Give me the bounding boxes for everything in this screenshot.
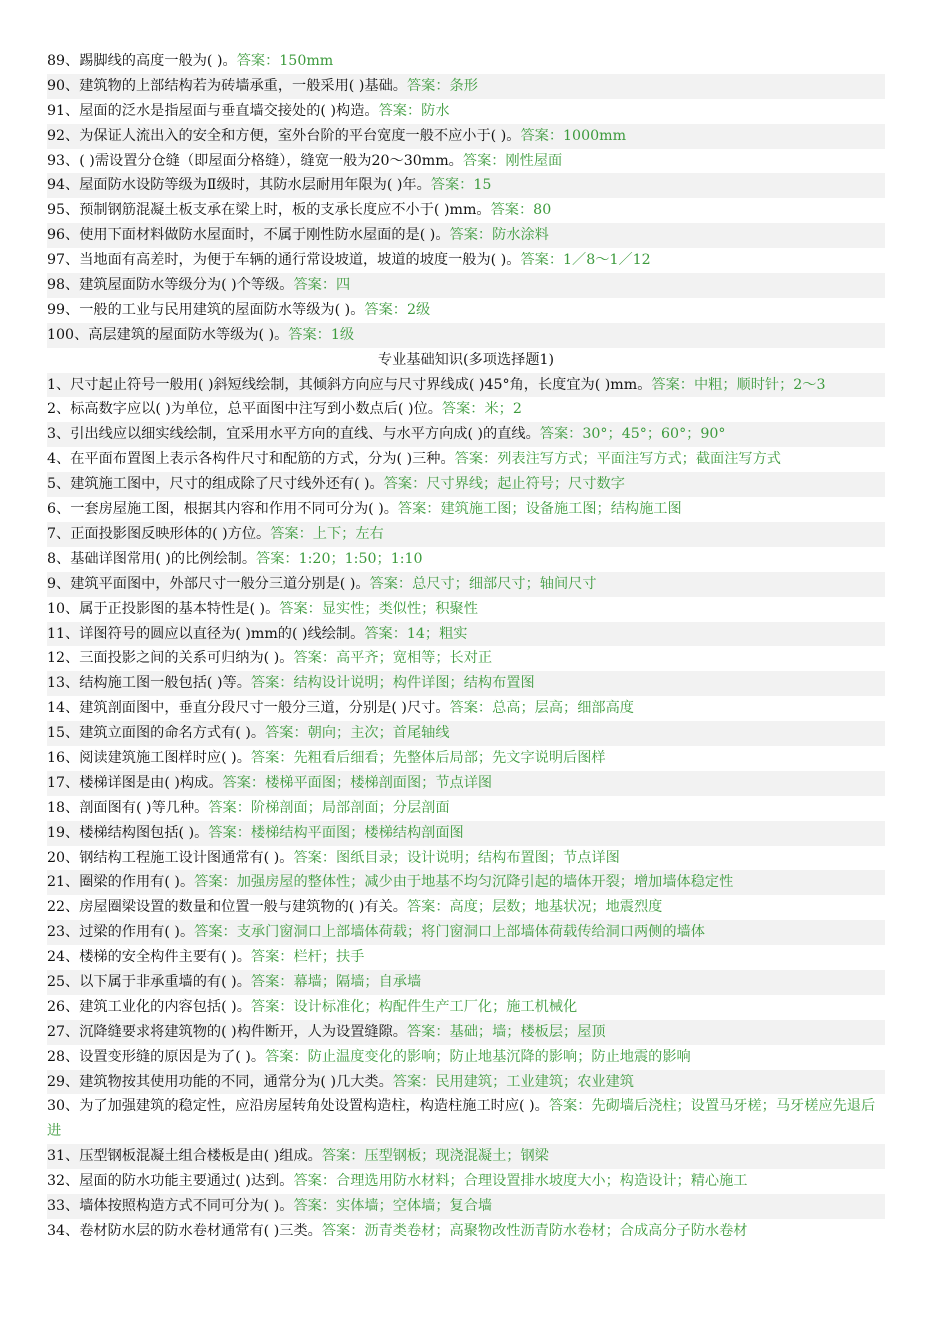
- answer-text: 答案：栏杆；扶手: [250, 949, 365, 966]
- question-text: 99、一般的工业与民用建筑的屋面防水等级为( )。: [47, 301, 365, 318]
- question-line: [47, 99, 885, 124]
- question-text: 6、一套房屋施工图，根据其内容和作用不同可分为( )。: [47, 501, 398, 518]
- question-line: [47, 124, 885, 149]
- question-line: [47, 622, 885, 647]
- question-list-single-choice: [47, 49, 885, 348]
- answer-text: 答案：实体墙；空体墙；复合墙: [293, 1198, 493, 1215]
- question-text: 96、使用下面材料做防水屋面时，不属于刚性防水屋面的是( )。: [47, 227, 450, 244]
- question-text: 19、楼梯结构图包括( )。: [47, 824, 209, 841]
- question-line: [47, 970, 885, 995]
- question-line: [47, 1169, 885, 1194]
- question-text: 91、屋面的泛水是指屋面与垂直墙交接处的( )构造。: [47, 102, 379, 119]
- question-line: [47, 572, 885, 597]
- answer-text: 答案：基础；墙；楼板层；屋顶: [406, 1023, 606, 1040]
- question-text: 1、尺寸起止符号一般用( )斜短线绘制，其倾斜方向应与尺寸界线成( )45°角，长度宜为( )mm。: [47, 376, 652, 393]
- question-line: [47, 298, 885, 323]
- question-line: [47, 198, 885, 223]
- question-text: 100、高层建筑的屋面防水等级为( )。: [47, 326, 289, 343]
- question-line: [47, 771, 885, 796]
- answer-text: 答案：沥青类卷材；高聚物改性沥青防水卷材；合成高分子防水卷材: [321, 1222, 748, 1239]
- question-text: 92、为保证人流出入的安全和方便，室外台阶的平台宽度一般不应小于( )。: [47, 127, 521, 144]
- question-text: 28、设置变形缝的原因是为了( )。: [47, 1048, 266, 1065]
- answer-text: 答案：米；2: [441, 401, 522, 418]
- question-text: 34、卷材防水层的防水卷材通常有( )三类。: [47, 1222, 322, 1239]
- answer-text: 答案：上下；左右: [270, 525, 384, 542]
- question-line: [47, 870, 885, 895]
- answer-text: 答案：尺寸界线；起止符号；尺寸数字: [383, 476, 625, 493]
- question-line: [47, 1020, 885, 1045]
- answer-text: 答案：刚性屋面: [462, 152, 563, 169]
- question-line: [47, 671, 885, 696]
- answer-text: 答案：高平齐；宽相等；长对正: [293, 650, 493, 667]
- question-line: [47, 447, 885, 472]
- question-line: [47, 696, 885, 721]
- question-text: 93、( )需设置分仓缝（即屋面分格缝），缝宽一般为20～30mm。: [47, 152, 463, 169]
- question-line: [47, 49, 885, 74]
- question-text: 95、预制钢筋混凝土板支承在梁上时，板的支承长度应不小于( )mm。: [47, 202, 491, 219]
- question-text: 18、剖面图有( )等几种。: [47, 799, 209, 816]
- question-line: [47, 497, 885, 522]
- answer-text: 答案：设计标准化；构配件生产工厂化；施工机械化: [250, 998, 578, 1015]
- question-text: 98、建筑屋面防水等级分为( )个等级。: [47, 277, 294, 294]
- question-text: 23、过梁的作用有( )。: [47, 924, 195, 941]
- question-text: 8、基础详图常用( )的比例绘制。: [47, 550, 257, 567]
- answer-text: 答案：15: [430, 177, 492, 194]
- question-line: [47, 746, 885, 771]
- answer-text: 答案：高度；层数；地基状况；地震烈度: [406, 899, 663, 916]
- answer-text: 答案：图纸目录；设计说明；结构布置图；节点详图: [293, 849, 620, 866]
- question-text: 30、为了加强建筑的稳定性，应沿房屋转角处设置构造柱，构造柱施工时应( )。: [47, 1098, 549, 1115]
- answer-text: 答案：合理选用防水材料；合理设置排水坡度大小；构造设计；精心施工: [293, 1173, 748, 1190]
- question-line: [47, 821, 885, 846]
- question-line: [47, 796, 885, 821]
- question-line: [47, 273, 885, 298]
- question-text: 3、引出线应以细实线绘制，宜采用水平方向的直线、与水平方向成( )的直线。: [47, 426, 540, 443]
- document-page: [47, 49, 885, 1244]
- answer-text: 答案：条形: [406, 77, 478, 94]
- answer-text: 答案：防水: [378, 102, 450, 119]
- answer-text: 答案：支承门窗洞口上部墙体荷载；将门窗洞口上部墙体荷载传给洞口两侧的墙体: [194, 924, 705, 941]
- question-line: [47, 995, 885, 1020]
- answer-text: 答案：楼梯平面图；楼梯剖面图；节点详图: [222, 774, 493, 791]
- question-line: [47, 547, 885, 572]
- question-text: 2、标高数字应以( )为单位，总平面图中注写到小数点后( )位。: [47, 401, 442, 418]
- question-text: 9、建筑平面图中，外部尺寸一般分三道分别是( )。: [47, 575, 370, 592]
- section-title: 专业基础知识(多项选择题1): [377, 351, 555, 368]
- question-text: 10、属于正投影图的基本特性是( )。: [47, 600, 280, 617]
- question-text: 21、圈梁的作用有( )。: [47, 874, 195, 891]
- question-text: 33、墙体按照构造方式不同可分为( )。: [47, 1198, 294, 1215]
- question-line: [47, 522, 885, 547]
- question-line: [47, 472, 885, 497]
- answer-text: 答案：14；粗实: [364, 625, 468, 642]
- answer-text: 答案：30°；45°；60°；90°: [539, 426, 726, 443]
- answer-text: 答案：建筑施工图；设备施工图；结构施工图: [397, 501, 682, 518]
- question-text: 14、建筑剖面图中，垂直分段尺寸一般分三道，分别是( )尺寸。: [47, 700, 450, 717]
- question-text: 24、楼梯的安全构件主要有( )。: [47, 949, 251, 966]
- question-line: [47, 945, 885, 970]
- question-text: 4、在平面布置图上表示各构件尺寸和配筋的方式，分为( )三种。: [47, 451, 455, 468]
- question-text: 32、屋面的防水功能主要通过( )达到。: [47, 1173, 294, 1190]
- question-text: 17、楼梯详图是由( )构成。: [47, 774, 223, 791]
- answer-text: 答案：80: [490, 202, 552, 219]
- answer-text: 答案：加强房屋的整体性；减少由于地基不均匀沉降引起的墙体开裂；增加墙体稳定性: [194, 874, 734, 891]
- question-text: 13、结构施工图一般包括( )等。: [47, 675, 251, 692]
- answer-text: 答案：防水涂料: [449, 227, 549, 244]
- answer-text: 答案：结构设计说明；构件详图；结构布置图: [250, 675, 535, 692]
- question-text: 94、屋面防水设防等级为Ⅱ级时，其防水层耐用年限为( )年。: [47, 177, 431, 194]
- question-line: [47, 1194, 885, 1219]
- question-text: 16、阅读建筑施工图样时应( )。: [47, 749, 251, 766]
- question-line: [47, 646, 885, 671]
- answer-text: 答案：150mm: [236, 53, 334, 69]
- question-line: [47, 248, 885, 273]
- answer-text: 答案：2级: [364, 301, 431, 318]
- answer-text: 答案：1／8～1／12: [520, 252, 651, 269]
- question-line: [47, 895, 885, 920]
- question-text: 89、踢脚线的高度一般为( )。: [47, 53, 237, 69]
- question-text: 22、房屋圈梁设置的数量和位置一般与建筑物的( )有关。: [47, 899, 407, 916]
- question-text: 7、正面投影图反映形体的( )方位。: [47, 525, 271, 542]
- question-text: 15、建筑立面图的命名方式有( )。: [47, 725, 266, 742]
- question-text: 25、以下属于非承重墙的有( )。: [47, 973, 251, 990]
- answer-text: 答案：防止温度变化的影响；防止地基沉降的影响；防止地震的影响: [265, 1048, 691, 1065]
- answer-text: 答案：楼梯结构平面图；楼梯结构剖面图: [208, 824, 464, 841]
- question-line: [47, 920, 885, 945]
- question-line: [47, 1219, 885, 1244]
- question-line: [47, 323, 885, 348]
- question-line: [47, 397, 885, 422]
- answer-text: 答案：幕墙；隔墙；自承墙: [250, 973, 422, 990]
- answer-text: 答案：朝向；主次；首尾轴线: [265, 725, 450, 742]
- question-line: [47, 1144, 885, 1169]
- question-text: 20、钢结构工程施工设计图通常有( )。: [47, 849, 294, 866]
- answer-text: 答案：民用建筑；工业建筑；农业建筑: [392, 1073, 634, 1090]
- question-line: [47, 173, 885, 198]
- answer-text: 答案：总尺寸；细部尺寸；轴间尺寸: [369, 575, 597, 592]
- question-line: [47, 1045, 885, 1070]
- answer-text: 答案：中粗；顺时针；2～3: [651, 376, 826, 393]
- question-line: [47, 422, 885, 447]
- question-text: 27、沉降缝要求将建筑物的( )构件断开，人为设置缝隙。: [47, 1023, 407, 1040]
- question-line: [47, 74, 885, 99]
- question-line: [47, 846, 885, 871]
- question-line: [47, 373, 885, 398]
- answer-text: 答案：列表注写方式；平面注写方式；截面注写方式: [454, 451, 781, 468]
- answer-text: 答案：阶梯剖面；局部剖面；分层剖面: [208, 799, 450, 816]
- question-line: [47, 149, 885, 174]
- question-text: 5、建筑施工图中，尺寸的组成除了尺寸线外还有( )。: [47, 476, 384, 493]
- question-text: 90、建筑物的上部结构若为砖墙承重，一般采用( )基础。: [47, 77, 407, 94]
- answer-text: 答案：总高；层高；细部高度: [449, 700, 634, 717]
- question-line: [47, 1094, 885, 1144]
- answer-text: 答案：压型钢板；现浇混凝土；钢梁: [321, 1148, 549, 1165]
- question-text: 97、当地面有高差时，为便于车辆的通行常设坡道，坡道的坡度一般为( )。: [47, 252, 521, 269]
- question-line: [47, 223, 885, 248]
- question-text: 11、详图符号的圆应以直径为( )mm的( )线绘制。: [47, 625, 365, 642]
- question-line: [47, 721, 885, 746]
- answer-text: 答案：先砌墙后浇柱；设置马牙槎；马牙槎应先退后进: [47, 1098, 876, 1140]
- question-list-multiple-choice: [47, 373, 885, 1244]
- question-text: 26、建筑工业化的内容包括( )。: [47, 998, 251, 1015]
- question-line: [47, 1070, 885, 1095]
- answer-text: 答案：显实性；类似性；积聚性: [279, 600, 478, 617]
- answer-text: 答案：1级: [288, 326, 355, 343]
- question-text: 12、三面投影之间的关系可归纳为( )。: [47, 650, 294, 667]
- question-text: 29、建筑物按其使用功能的不同，通常分为( )几大类。: [47, 1073, 393, 1090]
- question-line: [47, 597, 885, 622]
- answer-text: 答案：先粗看后细看；先整体后局部；先文字说明后图样: [250, 749, 606, 766]
- answer-text: 答案：1:20；1:50；1:10: [256, 550, 423, 567]
- answer-text: 答案：1000mm: [520, 127, 627, 144]
- question-text: 31、压型钢板混凝土组合楼板是由( )组成。: [47, 1148, 322, 1165]
- answer-text: 答案：四: [293, 277, 351, 294]
